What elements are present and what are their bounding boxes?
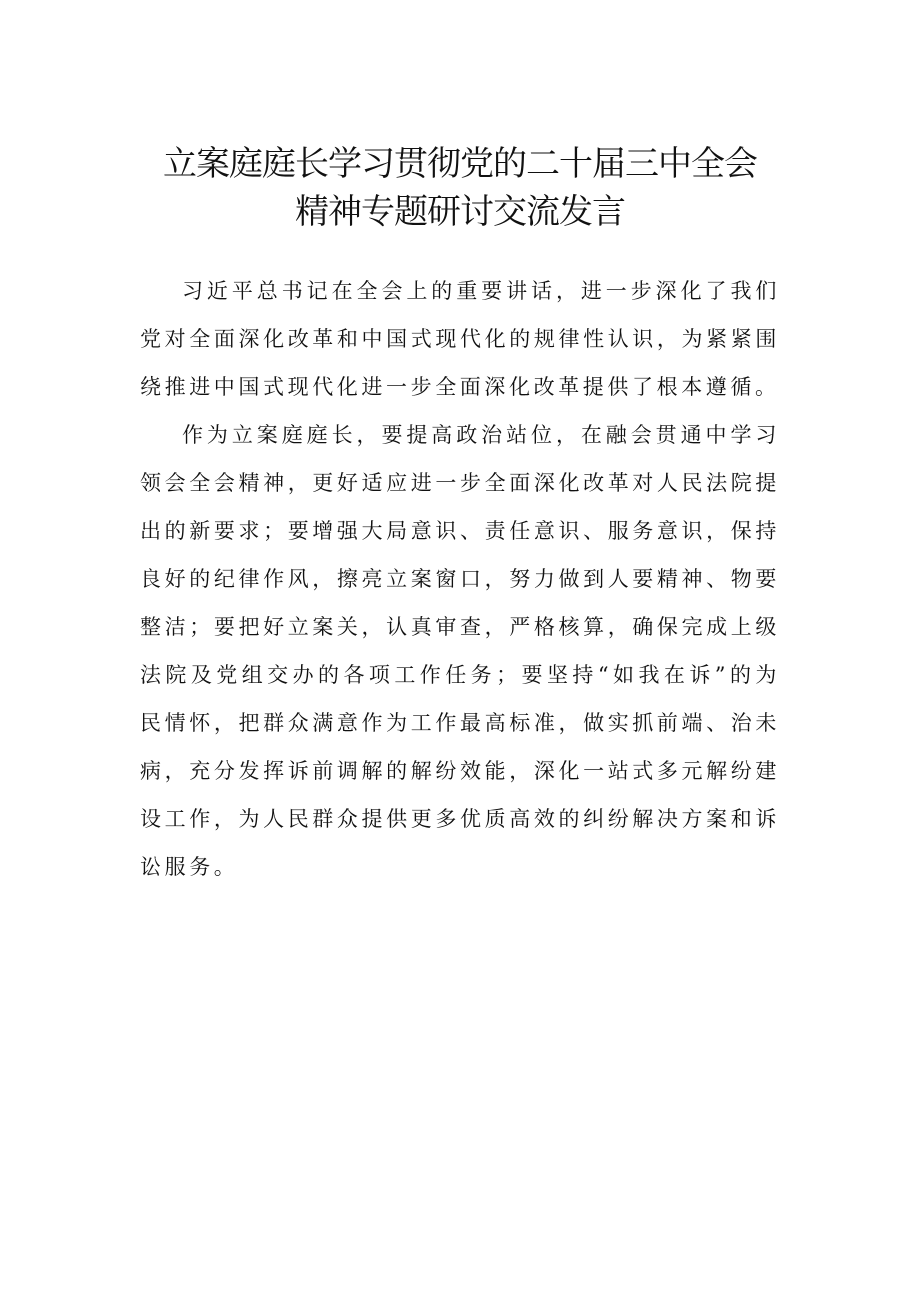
paragraph-2: 作为立案庭庭长，要提高政治站位，在融会贯通中学习领会全会精神，更好适应进一步全面深化改革对人民法院提出的新要求；要增强大局意识、责任意识、服务意识，保持良好的纪律作风，擦亮立案窗口，努力做到人要精神、物要整洁；要把好立案关，认真审查，严格核算，确保完成上级法院及党组交办的各项工作任务；要坚持“如我在诉”的为民情怀，把群众满意作为工作最高标准，做实抓前端、治未病，充分发挥诉前调解的解纷效能，深化一站式多元解纷建设工作，为人民群众提供更多优质高效的纠纷解决方案和诉讼服务。 bbox=[140, 423, 780, 879]
title-line-2: 精神专题研讨交流发言 bbox=[295, 192, 625, 232]
title-line-1: 立案庭庭长学习贯彻党的二十届三中全会 bbox=[163, 144, 757, 184]
document-title bbox=[60, 140, 860, 236]
paragraph-1: 习近平总书记在全会上的重要讲话，进一步深化了我们党对全面深化改革和中国式现代化的规律性认识，为紧紧围绕推进中国式现代化进一步全面深化改革提供了根本遵循。 bbox=[140, 279, 780, 399]
document-body bbox=[140, 267, 780, 891]
